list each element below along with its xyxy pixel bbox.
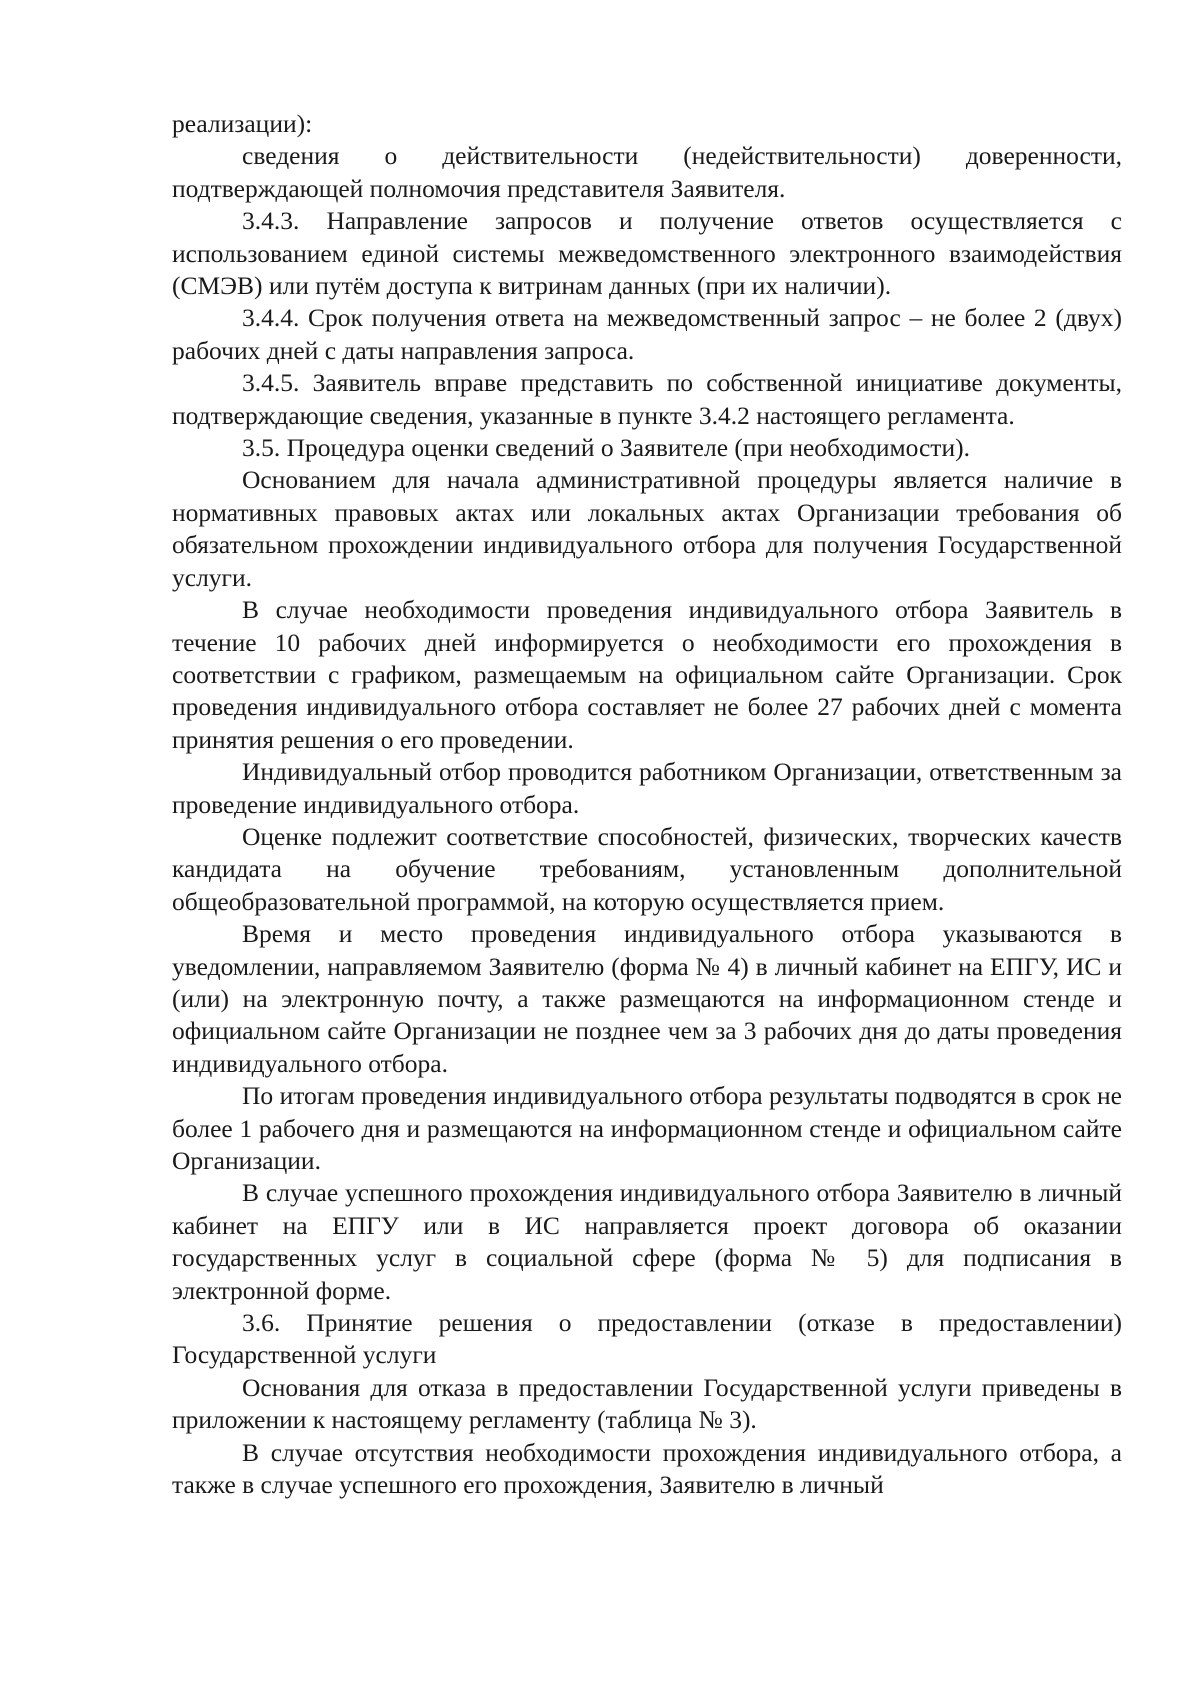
paragraph-3-6-heading: 3.6. Принятие решения о предоставлении (отказе в предоставлении) Государственной услуги: [172, 1308, 1122, 1370]
paragraph-3-4-3: 3.4.3. Направление запросов и получение ответов осуществляется с использованием единой системы межведомственного электронного взаимодействия (СМЭВ) или путём доступа к витринам данных (при их наличии).: [172, 206, 1122, 301]
paragraph-power-of-attorney: сведения о действительности (недействительности) доверенности, подтверждающей полномочия представителя Заявителя.: [172, 141, 1122, 203]
paragraph-continuation: реализации):: [172, 109, 313, 138]
paragraph-refusal-grounds: Основания для отказа в предоставлении Государственной услуги приведены в приложении к настоящему регламенту (таблица № 3).: [172, 1372, 1122, 1435]
paragraph-results: По итогам проведения индивидуального отбора результаты подводятся в срок не более 1 рабочего дня и размещаются на информационном стенде и официальном сайте Организации.: [172, 1081, 1122, 1175]
document-body: [172, 108, 1122, 1501]
paragraph-basis: Основанием для начала административной процедуры является наличие в нормативных правовых актах или локальных актах Организации требования об обязательном прохождении индивидуального отбора для получения Государственной услуги.: [172, 465, 1122, 592]
paragraph-time-place: Время и место проведения индивидуального отбора указываются в уведомлении, направляемом Заявителю (форма № 4) в личный кабинет на ЕПГУ, ИС и (или) на электронную почту, а также размещаются на информационном стенде и официальном сайте Организации не позднее чем за 3 рабочих дня до даты проведения индивидуального отбора.: [172, 919, 1122, 1078]
paragraph-assessment: Оценке подлежит соответствие способностей, физических, творческих качеств кандидата на обучение требованиям, установленным дополнительной общеобразовательной программой, на которую осуществляется прием.: [172, 821, 1122, 916]
paragraph-3-5-heading: 3.5. Процедура оценки сведений о Заявителе (при необходимости).: [242, 433, 970, 463]
paragraph-success: В случае успешного прохождения индивидуального отбора Заявителю в личный кабинет на ЕПГУ или в ИС направляется проект договора об оказании государственных услуг в социальной сфере (форма № 5) для подписания в электронной форме.: [172, 1178, 1122, 1305]
paragraph-3-4-4: 3.4.4. Срок получения ответа на межведомственный запрос – не более 2 (двух) рабочих дней с даты направления запроса.: [172, 303, 1122, 365]
paragraph-no-selection: В случае отсутствия необходимости прохождения индивидуального отбора, а также в случае успешного его прохождения, Заявителю в личный: [172, 1437, 1122, 1500]
paragraph-selection-need: В случае необходимости проведения индивидуального отбора Заявитель в течение 10 рабочих дней информируется о необходимости его прохождения в соответствии с графиком, размещаемым на официальном сайте Организации. Срок проведения индивидуального отбора составляет не более 27 рабочих дней с момента принятия решения о его проведении.: [172, 595, 1122, 754]
paragraph-3-4-5: 3.4.5. Заявитель вправе представить по собственной инициативе документы, подтверждающие сведения, указанные в пункте 3.4.2 настоящего регламента.: [172, 368, 1122, 430]
paragraph-selection-conducted: Индивидуальный отбор проводится работником Организации, ответственным за проведение индивидуального отбора.: [172, 757, 1122, 819]
